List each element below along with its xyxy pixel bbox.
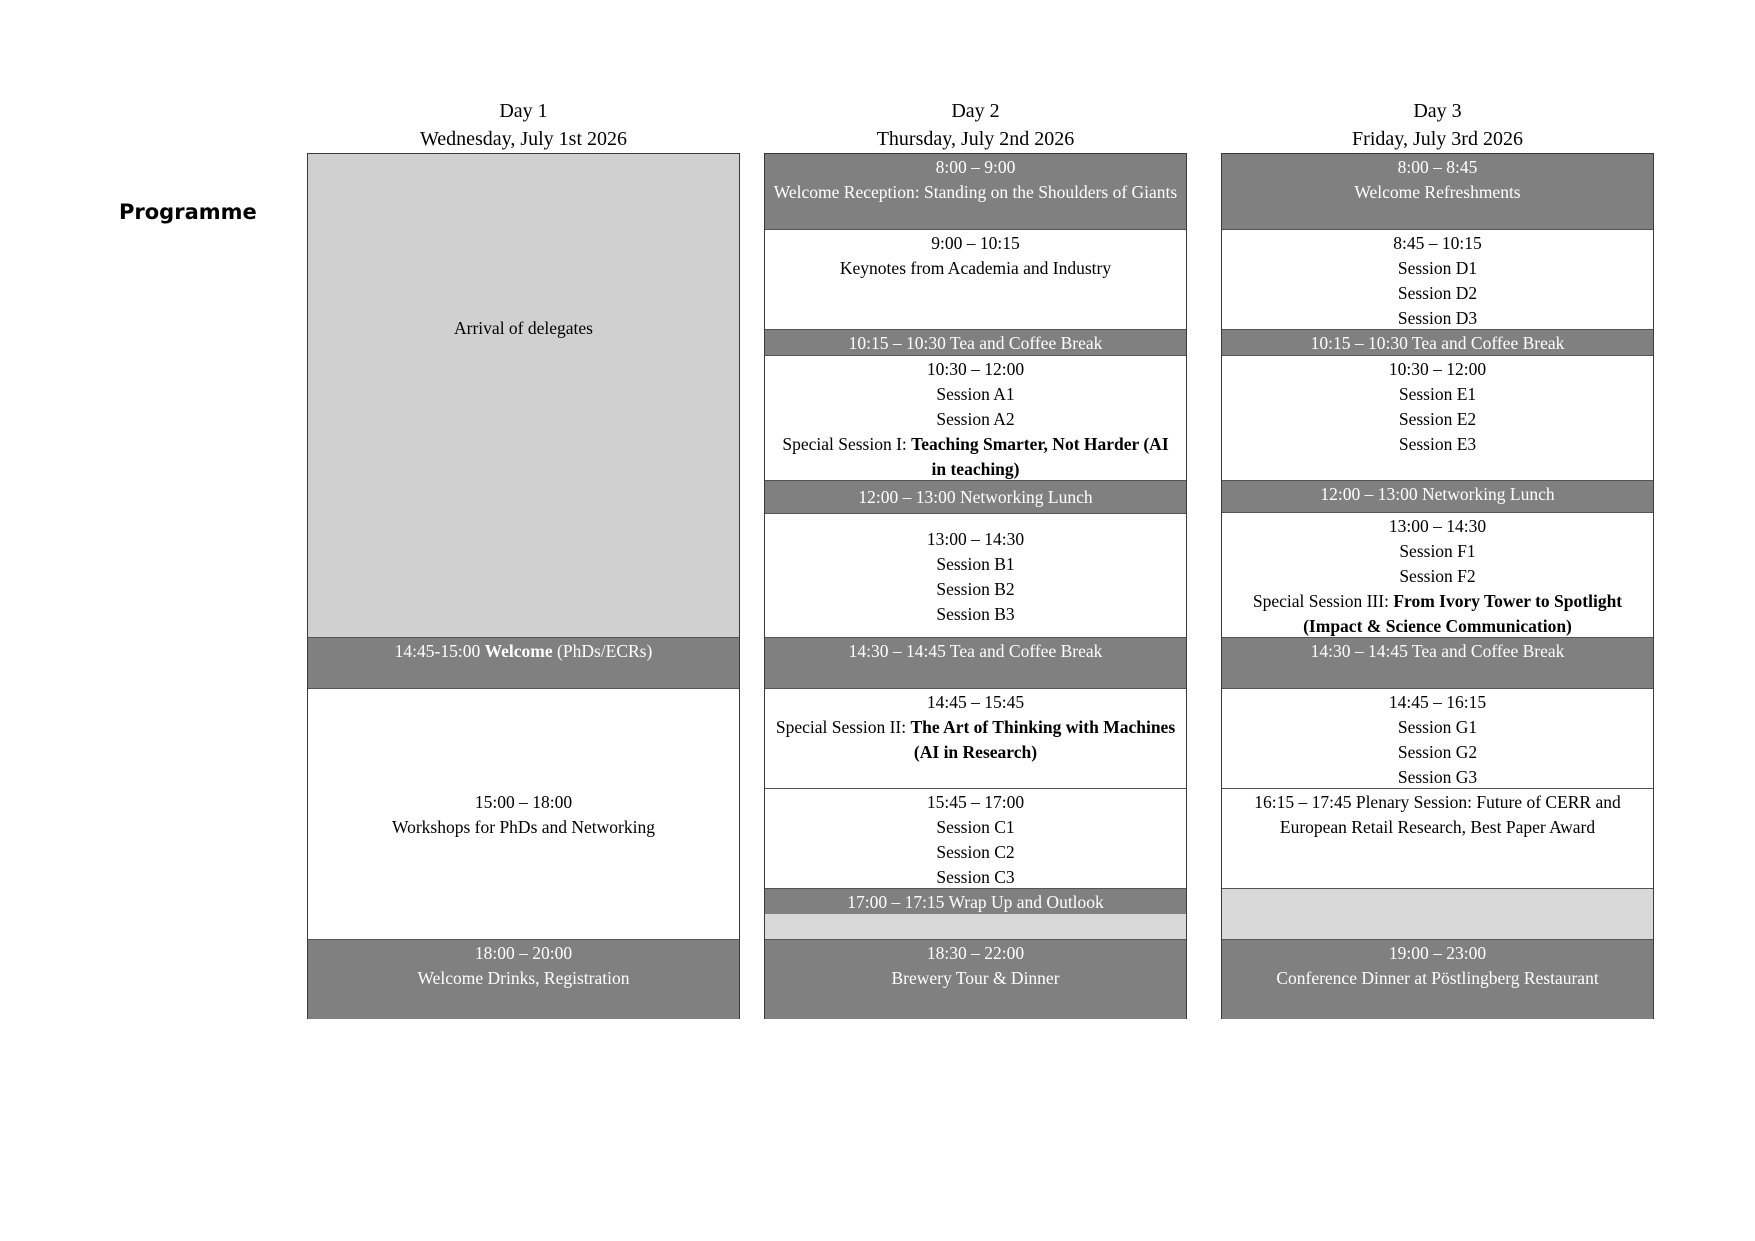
session-line: Session A1 [936, 384, 1015, 404]
slot-time: 9:00 – 10:15 [931, 233, 1020, 253]
session-line: Session B2 [936, 579, 1015, 599]
slot-coffee-break-2 [1222, 638, 1653, 689]
slot-bold: Welcome [484, 641, 553, 661]
slot-time: 14:45 – 15:45 [926, 692, 1025, 712]
slot-special-session-2 [765, 689, 1186, 789]
session-line: Session C1 [936, 817, 1015, 837]
slot-time: 18:30 – 22:00 [926, 943, 1025, 963]
day-3-column [1221, 153, 1654, 1019]
day-1-header [307, 97, 740, 153]
slot-time: 14:45-15:00 [394, 641, 481, 661]
slot-welcome-refreshments [1222, 154, 1653, 230]
special-prefix: Special Session III: [1252, 591, 1389, 611]
slot-title: Welcome Drinks, Registration [417, 968, 630, 988]
day-date: Thursday, July 2nd 2026 [876, 128, 1075, 150]
day-2-header [764, 97, 1187, 153]
slot-title: Welcome Reception: Standing on the Shoulders of Giants [773, 182, 1178, 202]
slot-arrival [308, 154, 739, 638]
slot-time: 19:00 – 23:00 [1388, 943, 1487, 963]
slot-session-b [765, 514, 1186, 638]
slot-time: 10:30 – 12:00 [1388, 359, 1487, 379]
slot-brewery-dinner [765, 940, 1186, 1019]
session-line: Session C2 [936, 842, 1015, 862]
slot-filler [1222, 889, 1653, 940]
session-line: Session E2 [1398, 409, 1477, 429]
slot-keynotes [765, 230, 1186, 330]
slot-time: 15:00 – 18:00 [474, 792, 573, 812]
slot-time: 14:45 – 16:15 [1388, 692, 1487, 712]
session-line: Session D3 [1397, 308, 1478, 328]
special-session [773, 715, 1178, 765]
session-line: Session G2 [1397, 742, 1478, 762]
slot-text: 14:30 – 14:45 Tea and Coffee Break [848, 641, 1103, 661]
slot-welcome-drinks [308, 940, 739, 1019]
slot-title: Conference Dinner at Pöstlingberg Restaurant [1276, 968, 1599, 988]
slot-text: 10:15 – 10:30 Tea and Coffee Break [848, 333, 1103, 353]
session-line: Session E1 [1398, 384, 1477, 404]
slot-time: 10:30 – 12:00 [926, 359, 1025, 379]
special-session [773, 432, 1178, 482]
special-prefix: Special Session II: [775, 717, 907, 737]
slot-session-e [1222, 356, 1653, 481]
session-line: Session G1 [1397, 717, 1478, 737]
session-line: Session E3 [1398, 434, 1477, 454]
day-date: Friday, July 3rd 2026 [1352, 128, 1523, 150]
slot-title: Workshops for PhDs and Networking [391, 817, 655, 837]
page-title: Programme [119, 200, 257, 224]
day-label: Day 2 [951, 100, 1000, 122]
day-2-column [764, 153, 1187, 1019]
slot-session-f [1222, 513, 1653, 638]
slot-text: 10:15 – 10:30 Tea and Coffee Break [1310, 333, 1565, 353]
slot-coffee-break-1 [765, 330, 1186, 356]
slot-time: 15:45 – 17:00 [926, 792, 1025, 812]
slot-workshops [308, 689, 739, 940]
day-label: Day 1 [499, 100, 548, 122]
session-line: Session C3 [936, 867, 1015, 887]
special-title: The Art of Thinking with Machines (AI in Research) [910, 717, 1176, 762]
session-line: Session B3 [936, 604, 1015, 624]
special-title: Teaching Smarter, Not Harder (AI in teaching) [911, 434, 1169, 479]
slot-session-c [765, 789, 1186, 889]
day-1-column [307, 153, 740, 1019]
slot-title: Brewery Tour & Dinner [891, 968, 1060, 988]
slot-time: 8:45 – 10:15 [1393, 233, 1482, 253]
slot-lunch [1222, 481, 1653, 513]
slot-text: 12:00 – 13:00 Networking Lunch [858, 487, 1093, 507]
slot-time: 8:00 – 8:45 [1397, 157, 1478, 177]
slot-welcome-phd [308, 638, 739, 689]
slot-coffee-break-1 [1222, 330, 1653, 356]
slot-time: 13:00 – 14:30 [1388, 516, 1487, 536]
slot-lunch [765, 481, 1186, 514]
session-line: Session D2 [1397, 283, 1478, 303]
slot-text: 17:00 – 17:15 Wrap Up and Outlook [847, 892, 1104, 912]
slot-session-g [1222, 689, 1653, 789]
session-line: Session F2 [1399, 566, 1476, 586]
slot-text: (PhDs/ECRs) [557, 641, 653, 661]
day-date: Wednesday, July 1st 2026 [419, 128, 628, 150]
slot-text: 14:30 – 14:45 Tea and Coffee Break [1310, 641, 1565, 661]
slot-session-d [1222, 230, 1653, 330]
slot-time: 13:00 – 14:30 [926, 529, 1025, 549]
slot-title: Keynotes from Academia and Industry [839, 258, 1112, 278]
special-session [1230, 589, 1645, 639]
slot-text: 12:00 – 13:00 Networking Lunch [1320, 484, 1555, 504]
slot-title: Welcome Refreshments [1354, 182, 1521, 202]
slot-conference-dinner [1222, 940, 1653, 1019]
session-line: Session B1 [936, 554, 1015, 574]
session-line: Session G3 [1397, 767, 1478, 787]
slot-text: 16:15 – 17:45 Plenary Session: Future of CERR and European Retail Research, Best Paper Award [1254, 792, 1621, 837]
slot-session-a [765, 356, 1186, 481]
slot-coffee-break-2 [765, 638, 1186, 689]
session-line: Session A2 [936, 409, 1015, 429]
session-line: Session D1 [1397, 258, 1478, 278]
slot-plenary [1222, 789, 1653, 889]
slot-time: 18:00 – 20:00 [474, 943, 573, 963]
day-3-header [1221, 97, 1654, 153]
slot-filler [765, 914, 1186, 940]
slot-wrap-up [765, 889, 1186, 914]
special-prefix: Special Session I: [782, 434, 907, 454]
session-line: Session F1 [1399, 541, 1476, 561]
slot-time: 8:00 – 9:00 [935, 157, 1016, 177]
day-label: Day 3 [1413, 100, 1462, 122]
slot-text: Arrival of delegates [454, 318, 593, 338]
slot-welcome-reception [765, 154, 1186, 230]
special-title: From Ivory Tower to Spotlight (Impact & Science Communication) [1303, 591, 1623, 636]
